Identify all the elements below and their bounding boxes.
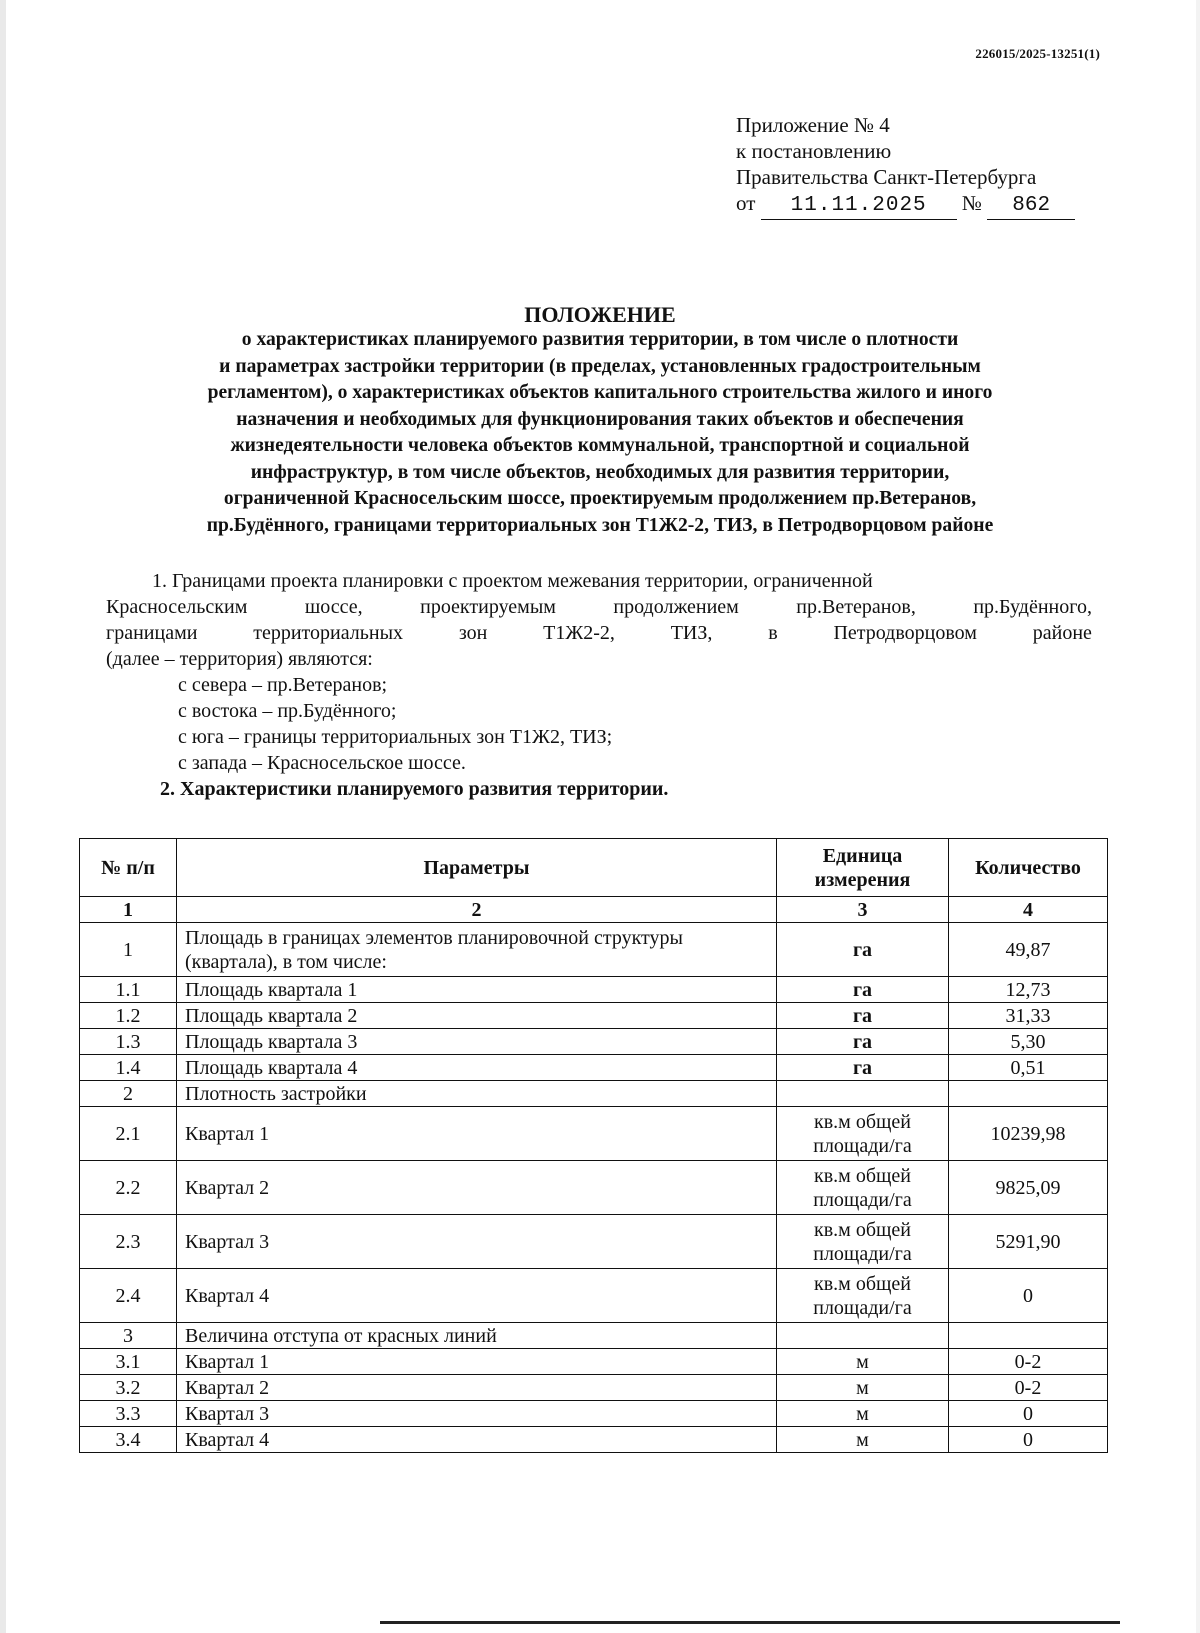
- word: в: [768, 622, 778, 644]
- row-qty: 0,51: [949, 1055, 1108, 1081]
- row-unit: м: [777, 1375, 949, 1401]
- row-param: Площадь квартала 1: [177, 977, 777, 1003]
- row-num: 1.2: [80, 1003, 177, 1029]
- col-number: 1: [80, 897, 177, 923]
- row-num: 2.4: [80, 1269, 177, 1323]
- row-unit: кв.м общей площади/га: [777, 1215, 949, 1269]
- appendix-line-3: Правительства Санкт-Петербурга: [736, 165, 1037, 189]
- table-row: [80, 1003, 1108, 1029]
- row-qty: 10239,98: [949, 1107, 1108, 1161]
- word: ТИЗ,: [670, 622, 713, 644]
- subtitle-line: регламентом), о характеристиках объектов капитального строительства жилого и иного: [207, 382, 993, 403]
- boundary-east: с востока – пр.Будённого;: [178, 700, 397, 722]
- row-param: Квартал 3: [177, 1215, 777, 1269]
- row-unit: м: [777, 1349, 949, 1375]
- row-unit: га: [777, 1029, 949, 1055]
- row-param: Величина отступа от красных линий: [177, 1323, 777, 1349]
- word: Красносельским: [106, 596, 248, 618]
- row-param: Квартал 3: [177, 1401, 777, 1427]
- header-num: № п/п: [80, 839, 177, 897]
- row-qty: 5291,90: [949, 1215, 1108, 1269]
- table-row: [80, 1029, 1108, 1055]
- row-qty: 12,73: [949, 977, 1108, 1003]
- row-num: 1.4: [80, 1055, 177, 1081]
- parameters-table: [79, 838, 1108, 1453]
- word: пр.Ветеранов,: [796, 596, 916, 618]
- word: пр.Будённого,: [973, 596, 1092, 618]
- row-param: Квартал 4: [177, 1269, 777, 1323]
- row-qty: 0: [949, 1401, 1108, 1427]
- row-num: 1: [80, 923, 177, 977]
- table-row: [80, 1323, 1108, 1349]
- resolution-number: 862: [987, 193, 1075, 220]
- row-unit: кв.м общей площади/га: [777, 1161, 949, 1215]
- row-qty: [949, 1323, 1108, 1349]
- document-title: ПОЛОЖЕНИЕ: [524, 302, 676, 327]
- table-header-row: [80, 839, 1108, 897]
- row-param: Площадь квартала 2: [177, 1003, 777, 1029]
- row-num: 3.1: [80, 1349, 177, 1375]
- col-number: 2: [177, 897, 777, 923]
- header-qty: Количество: [949, 839, 1108, 897]
- row-unit: кв.м общей площади/га: [777, 1269, 949, 1323]
- subtitle-line: о характеристиках планируемого развития территории, в том числе о плотности: [241, 329, 959, 350]
- row-param: Квартал 1: [177, 1107, 777, 1161]
- row-unit: га: [777, 1003, 949, 1029]
- row-qty: 0: [949, 1427, 1108, 1453]
- word: границами: [106, 622, 198, 644]
- row-num: 3.4: [80, 1427, 177, 1453]
- boundary-south: с юга – границы территориальных зон Т1Ж2, ТИЗ;: [178, 726, 613, 748]
- row-param: Квартал 1: [177, 1349, 777, 1375]
- row-param: Площадь квартала 3: [177, 1029, 777, 1055]
- table-row: [80, 1055, 1108, 1081]
- word: зон: [458, 622, 488, 644]
- word: Т1Ж2-2,: [543, 622, 615, 644]
- row-unit: [777, 1323, 949, 1349]
- boundary-north: с севера – пр.Ветеранов;: [178, 674, 388, 696]
- row-param: Площадь в границах элементов планировочной структуры (квартала), в том числе:: [177, 923, 777, 977]
- table-row: [80, 1215, 1108, 1269]
- row-param: Плотность застройки: [177, 1081, 777, 1107]
- row-num: 2.1: [80, 1107, 177, 1161]
- subtitle-line: инфраструктур, в том числе объектов, необходимых для развития территории,: [250, 461, 950, 483]
- row-num: 2.2: [80, 1161, 177, 1215]
- table-row: [80, 1081, 1108, 1107]
- row-num: 3.2: [80, 1375, 177, 1401]
- word: территориальных: [253, 622, 404, 644]
- row-num: 1.1: [80, 977, 177, 1003]
- row-qty: [949, 1081, 1108, 1107]
- registration-number: 226015/2025-13251(1): [975, 46, 1100, 61]
- row-num: 3.3: [80, 1401, 177, 1427]
- row-num: 2.3: [80, 1215, 177, 1269]
- header-param: Параметры: [177, 839, 777, 897]
- word: продолжением: [613, 596, 739, 618]
- row-param: Квартал 4: [177, 1427, 777, 1453]
- row-qty: 0-2: [949, 1349, 1108, 1375]
- subtitle-line: назначения и необходимых для функционирования таких объектов и обеспечения: [236, 408, 964, 430]
- subtitle-line: ограниченной Красносельским шоссе, проектируемым продолжением пр.Ветеранов,: [223, 488, 977, 509]
- table-row: [80, 1401, 1108, 1427]
- col-number: 4: [949, 897, 1108, 923]
- row-unit: га: [777, 923, 949, 977]
- row-unit: кв.м общей площади/га: [777, 1107, 949, 1161]
- appendix-date-line: [736, 190, 1075, 220]
- number-label: №: [961, 191, 982, 215]
- table-row: [80, 1269, 1108, 1323]
- appendix-block: [736, 112, 1075, 220]
- row-unit: м: [777, 1427, 949, 1453]
- appendix-line-1: Приложение № 4: [736, 113, 890, 137]
- body-text: [106, 568, 1092, 802]
- table-row: [80, 1427, 1108, 1453]
- paragraph-2: 2. Характеристики планируемого развития территории.: [160, 778, 669, 800]
- table-row: [80, 1161, 1108, 1215]
- boundary-west: с запада – Красносельское шоссе.: [178, 752, 466, 774]
- row-qty: 31,33: [949, 1003, 1108, 1029]
- subtitle-line: пр.Будённого, границами территориальных зон Т1Ж2-2, ТИЗ, в Петродворцовом районе: [206, 514, 994, 536]
- word: проектируемым: [420, 596, 556, 618]
- paragraph-1-line-1: 1. Границами проекта планировки с проектом межевания территории, ограниченной: [152, 570, 873, 592]
- row-num: 1.3: [80, 1029, 177, 1055]
- row-unit: [777, 1081, 949, 1107]
- row-unit: га: [777, 1055, 949, 1081]
- header-unit: Единица измерения: [777, 839, 949, 897]
- paragraph-1-line-3: [106, 620, 1092, 646]
- table-row: [80, 1349, 1108, 1375]
- paragraph-1-line-2: [106, 594, 1092, 620]
- resolution-date: 11.11.2025: [761, 193, 957, 220]
- document-subtitle: [100, 327, 1100, 539]
- subtitle-line: и параметрах застройки территории (в пределах, установленных градостроительным: [219, 355, 981, 377]
- row-param: Квартал 2: [177, 1161, 777, 1215]
- subtitle-line: жизнедеятельности человека объектов коммунальной, транспортной и социальной: [230, 435, 970, 456]
- row-unit: га: [777, 977, 949, 1003]
- row-qty: 49,87: [949, 923, 1108, 977]
- appendix-line-2: к постановлению: [736, 139, 892, 163]
- table-row: [80, 1375, 1108, 1401]
- word: районе: [1032, 622, 1092, 644]
- row-unit: м: [777, 1401, 949, 1427]
- row-param: Квартал 2: [177, 1375, 777, 1401]
- table-row: [80, 977, 1108, 1003]
- word: шоссе,: [304, 596, 363, 618]
- row-qty: 5,30: [949, 1029, 1108, 1055]
- row-qty: 0: [949, 1269, 1108, 1323]
- row-param: Площадь квартала 4: [177, 1055, 777, 1081]
- scan-bottom-line: [380, 1621, 1120, 1624]
- scan-edge-right: [1196, 0, 1200, 1633]
- row-qty: 9825,09: [949, 1161, 1108, 1215]
- scan-edge-left: [0, 0, 6, 1633]
- table-row: [80, 1107, 1108, 1161]
- row-num: 2: [80, 1081, 177, 1107]
- word: Петродворцовом: [833, 622, 977, 644]
- from-label: от: [736, 191, 756, 215]
- table-row: [80, 923, 1108, 977]
- col-number: 3: [777, 897, 949, 923]
- column-number-row: [80, 897, 1108, 923]
- row-qty: 0-2: [949, 1375, 1108, 1401]
- paragraph-1-line-4: (далее – территория) являются:: [106, 648, 373, 670]
- row-num: 3: [80, 1323, 177, 1349]
